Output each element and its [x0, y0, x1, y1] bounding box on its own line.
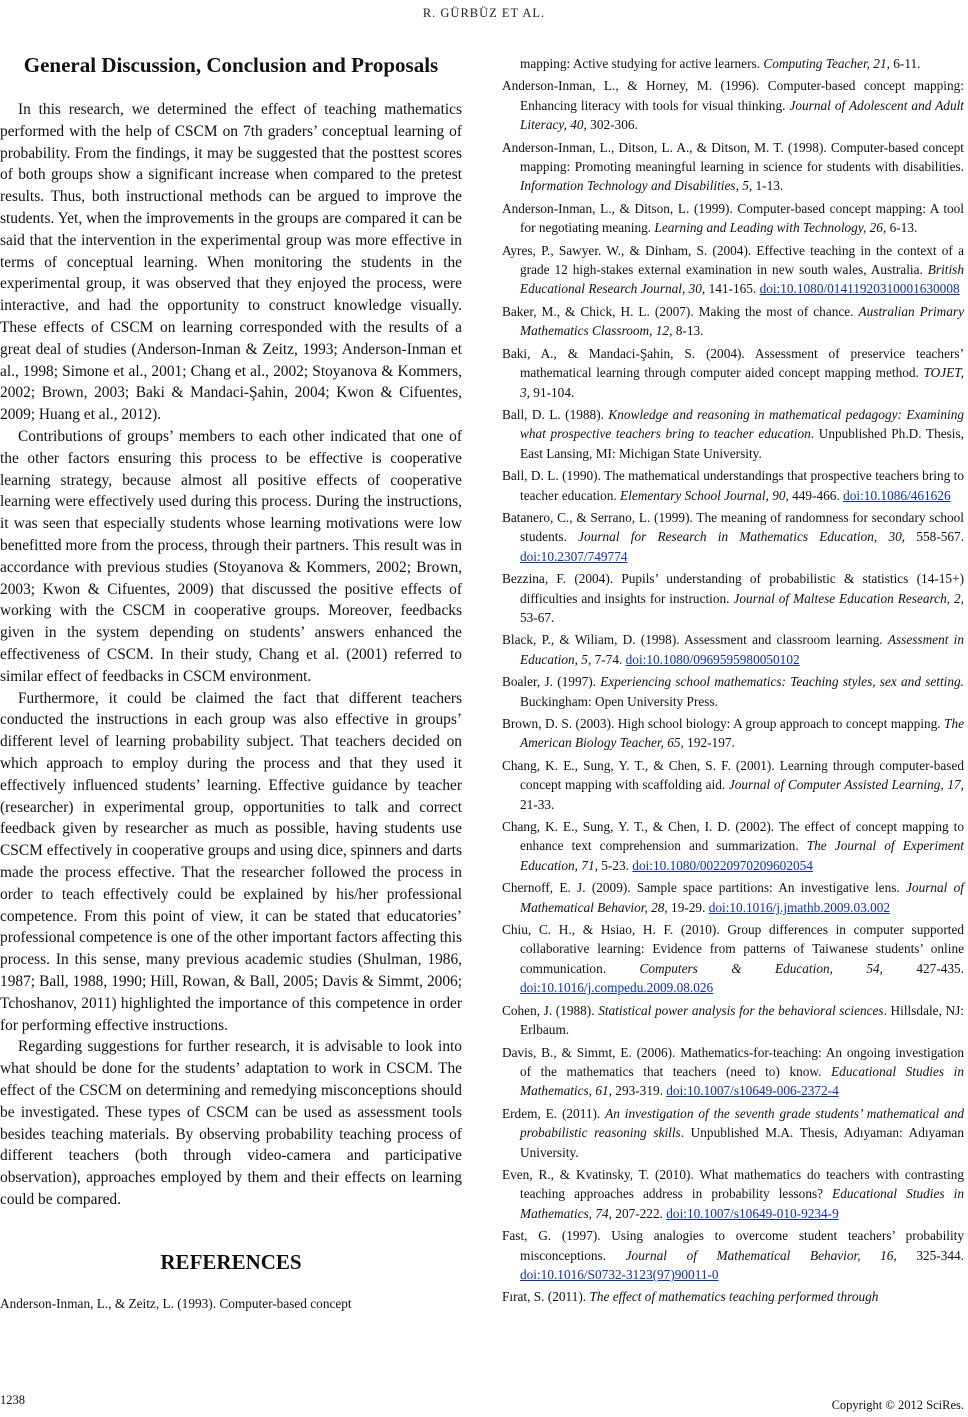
- reference-source: Journal of Mathematical Behavior, 16,: [625, 1247, 897, 1263]
- copyright-notice: Copyright © 2012 SciRes.: [831, 1398, 964, 1412]
- doi-link[interactable]: doi:10.1016/S0732-3123(97)90011-0: [520, 1266, 719, 1282]
- reference-source: Journal of Computer Assisted Learning, 17,: [728, 777, 964, 793]
- reference-pages: 141-165.: [705, 281, 760, 297]
- reference-source: Educational Studies in Mathematics, 74,: [520, 1186, 964, 1221]
- reference-text: mapping: Active studying for active learners.: [520, 56, 764, 71]
- reference-source: Information Technology and Disabilities, 5,: [520, 178, 753, 194]
- reference-item: [502, 241, 964, 299]
- reference-item: [502, 1287, 964, 1306]
- reference-pages: 21-33.: [520, 796, 555, 812]
- reference-text: Baki, A., & Mandaci-Şahin, S. (2004). Assessment of preservice teachers’ mathematical learning through computer aided concept mapping method.: [502, 345, 964, 381]
- reference-item: [502, 199, 964, 238]
- reference-text: Batanero, C., & Serrano, L. (1999). The meaning of randomness for secondary school students.: [502, 509, 964, 545]
- reference-text: Fırat, S. (2011).: [502, 1289, 590, 1305]
- reference-source: Journal for Research in Mathematics Education, 30,: [578, 529, 906, 545]
- reference-item: [502, 672, 964, 711]
- reference-pages: 293-319.: [611, 1083, 667, 1099]
- reference-pages: 8-13.: [672, 323, 704, 339]
- reference-item: [502, 817, 964, 875]
- reference-source: Experiencing school mathematics: Teaching styles, sex and setting.: [600, 674, 964, 690]
- reference-text: Boaler, J. (1997).: [502, 674, 601, 690]
- doi-link[interactable]: doi:10.1080/0141192031000163000​8: [759, 281, 960, 297]
- reference-pages: 207-222.: [611, 1205, 667, 1221]
- reference-source: Journal of Mathematical Behavior, 28,: [520, 880, 964, 915]
- reference-source: Journal of Adolescent and Adult Literacy, 40,: [520, 97, 964, 133]
- reference-text: Bezzina, F. (2004). Pupils’ understanding of probabilistic & statistics (14-15+) difficulties and insights for instruction.: [502, 571, 964, 606]
- reference-text: Fast, G. (1997). Using analogies to overcome student teachers’ probability misconceptions.: [502, 1228, 964, 1263]
- reference-source: Elementary School Journal, 90,: [620, 487, 789, 503]
- reference-source: The Journal of Experiment Education, 71,: [520, 838, 964, 873]
- reference-text: Black, P., & Wiliam, D. (1998). Assessment and classroom learning.: [502, 632, 888, 648]
- doi-link[interactable]: doi:10.1086/461626: [843, 487, 951, 503]
- reference-text: Anderson-Inman, L., & Horney, M. (1996). Computer-based concept mapping: Enhancing literacy with tools for visual thinking.: [502, 78, 964, 113]
- reference-text: Erdem, E. (2011).: [502, 1105, 606, 1121]
- reference-pages: 19-29.: [667, 899, 709, 915]
- reference-item: [502, 1043, 964, 1101]
- doi-link[interactable]: doi:10.1080/00220970209602054: [632, 857, 813, 873]
- doi-link[interactable]: doi:10.1016/j.compedu.2009.08.026: [520, 980, 714, 996]
- section-heading: General Discussion, Conclusion and Proposals: [23, 53, 439, 77]
- reference-item: [502, 344, 964, 402]
- paragraph: In this research, we determined the effect of teaching mathematics performed with the help of CSCM on 7th graders’ conceptual learning of probability. From the findings, it may be suggested that the posttest scores of both groups show a significant increase when compared to the pretest results. Thus, both instructional methods can be argued to improve the students. Yet, when the improvements in the groups are compared it can be said that the intervention in the experimental group was more effective in terms of conceptual learning. When monitoring the students in the experimental group, it was observed that they enjoyed the process, were interactive, and had the opportunity to construct knowledge visually. These effects of CSCM on learning corresponded with the results of a great deal of studies (Anderson-Inman & Zeitz, 1993; Anderson-Inman et al., 1998; Simone et al., 2001; Chang et al., 2002; Stoyanova & Kommers, 2002; Brown, 2003; Baki & Mandaci-Şahin, 2004; Kwon & Cifuentes, 2009; Huang et al., 2012).: [0, 101, 462, 424]
- reference-text: Ayres, P., Sawyer. W., & Dinham, S. (2004). Effective teaching in the context of a grade 12 high-stakes external examination in new south wales, Australia.: [502, 242, 964, 278]
- reference-source: An investigation of the seventh grade students’ mathematical and probabilistic reasoning skills: [520, 1105, 964, 1141]
- reference-pages: 302-306.: [586, 117, 638, 133]
- reference-text: Ball, D. L. (1990). The mathematical understandings that prospective teachers bring to teacher education.: [502, 468, 964, 503]
- reference-source: British Educational Research Journal, 30,: [520, 262, 964, 297]
- doi-link[interactable]: doi:10.2307/749774: [520, 548, 628, 564]
- reference-source: Australian Primary Mathematics Classroom, 12,: [520, 303, 964, 339]
- reference-item: [502, 756, 964, 814]
- reference-source: Assessment in Education, 5,: [520, 632, 964, 667]
- reference-text: Chang, K. E., Sung, Y. T., & Chen, I. D. (2002). The effect of concept mapping to enhance text comprehension and summarization.: [502, 819, 964, 854]
- reference-item: [502, 405, 964, 463]
- reference-item: [502, 630, 964, 669]
- reference-pages: . Unpublished Ph.D. Thesis, East Lansing, MI: Michigan State University.: [520, 426, 964, 461]
- doi-link[interactable]: doi:10.1007/s10649-006-2372-4: [666, 1083, 839, 1099]
- reference-source: Knowledge and reasoning in mathematical pedagogy: Examining what prospective teachers bring to teacher education: [520, 406, 964, 442]
- reference-item: Anderson-Inman, L., & Zeitz, L. (1993). Computer-based concept: [0, 1295, 352, 1311]
- reference-source: Educational Studies in Mathematics, 61,: [520, 1063, 964, 1099]
- reference-item: [502, 1226, 964, 1284]
- reference-item: [502, 302, 964, 341]
- reference-item: [502, 878, 964, 917]
- doi-link[interactable]: doi:10.1016/j.jmathb.2009.03.002: [708, 899, 891, 915]
- page-number: 1238: [0, 1393, 25, 1407]
- reference-source: Statistical power analysis for the behavioral sciences: [598, 1002, 884, 1018]
- reference-item: [502, 920, 964, 998]
- reference-pages: 6-11.: [889, 56, 921, 71]
- reference-pages: 7-74.: [591, 651, 626, 667]
- doi-link[interactable]: doi:10.1007/s10649-010-9234-9: [666, 1205, 839, 1221]
- reference-pages: . Hillsdale, NJ: Erlbaum.: [520, 1002, 964, 1038]
- reference-pages: 192-197.: [683, 735, 735, 751]
- paragraph: Regarding suggestions for further research, it is advisable to look into what should be done for the students’ adaptation to work in CSCM. The effect of the CSCM on determining and remedying misconceptions should be investigated. These types of CSCM can be used as assessment tools besides teaching materials. By observing probability teaching process of different teachers (both through video-camera and participative observation), approaches employed by them and their effects on learning could be compared.: [0, 1038, 462, 1208]
- reference-pages: 427-435.: [882, 960, 965, 976]
- reference-text: Anderson-Inman, L., & Ditson, L. (1999). Computer-based concept mapping: A tool for negotiating meaning.: [502, 200, 964, 236]
- running-head: R. GÜRBÜZ ET AL.: [422, 6, 546, 20]
- reference-source: The American Biology Teacher, 65,: [520, 716, 964, 751]
- reference-item: [502, 508, 964, 566]
- reference-source: Learning and Leading with Technology, 26,: [654, 220, 887, 236]
- reference-pages: 6-13.: [886, 220, 918, 236]
- reference-pages: Buckingham: Open University Press.: [520, 693, 718, 709]
- reference-item: [502, 1104, 964, 1162]
- reference-item: [502, 138, 964, 196]
- paragraph: Furthermore, it could be claimed the fact that different teachers conducted the instructions in each group was also effective in groups’ different level of learning probability subject. That teachers decided on which approach to employ during the process and that they used it effectively influenced students’ learning. Effective guidance by teacher (researcher) in experimental group, opportunities to talk and correct feedback given by researcher as much as possible, having students use CSCM effectively in cooperative groups and using dice, spinners and darts made the process effective. That the researcher followed the process in order to teach effectively could be explained by his/her professional competence. From this point of view, it can be stated that educatories’ professional competence is one of the other important factors affecting this process. In this sense, many previous academic studies (Shulman, 1986, 1987; Ball, 1988, 1990; Hill, Rowan, & Ball, 2005; Davis & Simmt, 2006; Tchoshanov, 2011) highlighted the importance of this competence in order for performing effective instructions.: [0, 689, 462, 1034]
- reference-pages: 53-67.: [520, 609, 555, 625]
- reference-item: [502, 76, 964, 134]
- reference-item: [502, 569, 964, 627]
- reference-list: [502, 54, 964, 1310]
- reference-item: [502, 466, 964, 505]
- reference-source: The effect of mathematics teaching performed through: [589, 1289, 879, 1305]
- reference-pages: 558-567.: [905, 529, 965, 545]
- reference-text: Chernoff, E. J. (2009). Sample space partitions: An investigative lens.: [502, 880, 907, 896]
- reference-text: Even, R., & Kvatinsky, T. (2010). What mathematics do teachers with contrasting teaching approaches address in probability lessons?: [502, 1166, 964, 1202]
- reference-item: [502, 54, 964, 73]
- reference-text: Baker, M., & Chick, H. L. (2007). Making the most of chance.: [502, 303, 859, 319]
- reference-source: Computers & Education, 54,: [639, 960, 883, 976]
- reference-pages: 1-13.: [752, 178, 784, 194]
- reference-source: Journal of Maltese Education Research, 2,: [733, 590, 964, 606]
- reference-pages: 91-104.: [529, 384, 575, 400]
- reference-pages: 5-23.: [597, 857, 633, 873]
- reference-text: Anderson-Inman, L., Ditson, L. A., & Ditson, M. T. (1998). Computer-based concept mapping: Promoting meaningful learning in science for students with disabilities.: [502, 139, 964, 175]
- reference-item: [502, 1165, 964, 1223]
- reference-text: Chiu, C. H., & Hsiao, H. F. (2010). Group differences in computer supported collaborative learning: Evidence from patterns of Taiwanese students’ online communication.: [502, 922, 964, 976]
- paragraph: Contributions of groups’ members to each other indicated that one of the other factors ensuring this process to be effective is cooperative learning strategy, because almost all positive effects of cooperative learning were effectively used during this process. During the instructions, it was seen that especially students whose learning motivations were low benefitted more from the process, through their partners. This result was in accordance with previous studies (Stoyanova & Kommers, 2002; Brown, 2003; Kwon & Cifuentes, 2009) that discussed the positive effects of working with the CSCM in cooperative groups. Moreover, feedbacks given in the system depending on students’ answers enhanced the effectiveness of CSCM. In their study, Chang et al. (2001) referred to similar effect of feedbacks in CSCM environment.: [0, 428, 462, 685]
- reference-item: [502, 1001, 964, 1040]
- reference-text: Brown, D. S. (2003). High school biology: A group approach to concept mapping.: [502, 716, 945, 731]
- reference-pages: 325-344.: [896, 1247, 964, 1263]
- reference-pages: 449-466.: [788, 487, 844, 503]
- reference-text: Davis, B., & Simmt, E. (2006). Mathematics-for-teaching: An ongoing investigation of the mathematics that teachers (need to) know.: [502, 1044, 964, 1079]
- reference-pages: . Unpublished M.A. Thesis, Adıyaman: Adıyaman University.: [520, 1125, 964, 1160]
- reference-item: [502, 714, 964, 753]
- reference-text: Chang, K. E., Sung, Y. T., & Chen, S. F. (2001). Learning through computer-based concept mapping with scaffolding aid.: [502, 757, 964, 793]
- reference-source: TOJET, 3,: [520, 365, 964, 400]
- reference-source: Computing Teacher, 21,: [763, 56, 890, 71]
- left-column: [0, 54, 462, 1313]
- references-heading: REFERENCES: [160, 1249, 302, 1274]
- doi-link[interactable]: doi:10.1080/0969595980050102: [625, 651, 800, 667]
- reference-text: Cohen, J. (1988).: [502, 1002, 599, 1018]
- reference-text: Ball, D. L. (1988).: [502, 406, 609, 422]
